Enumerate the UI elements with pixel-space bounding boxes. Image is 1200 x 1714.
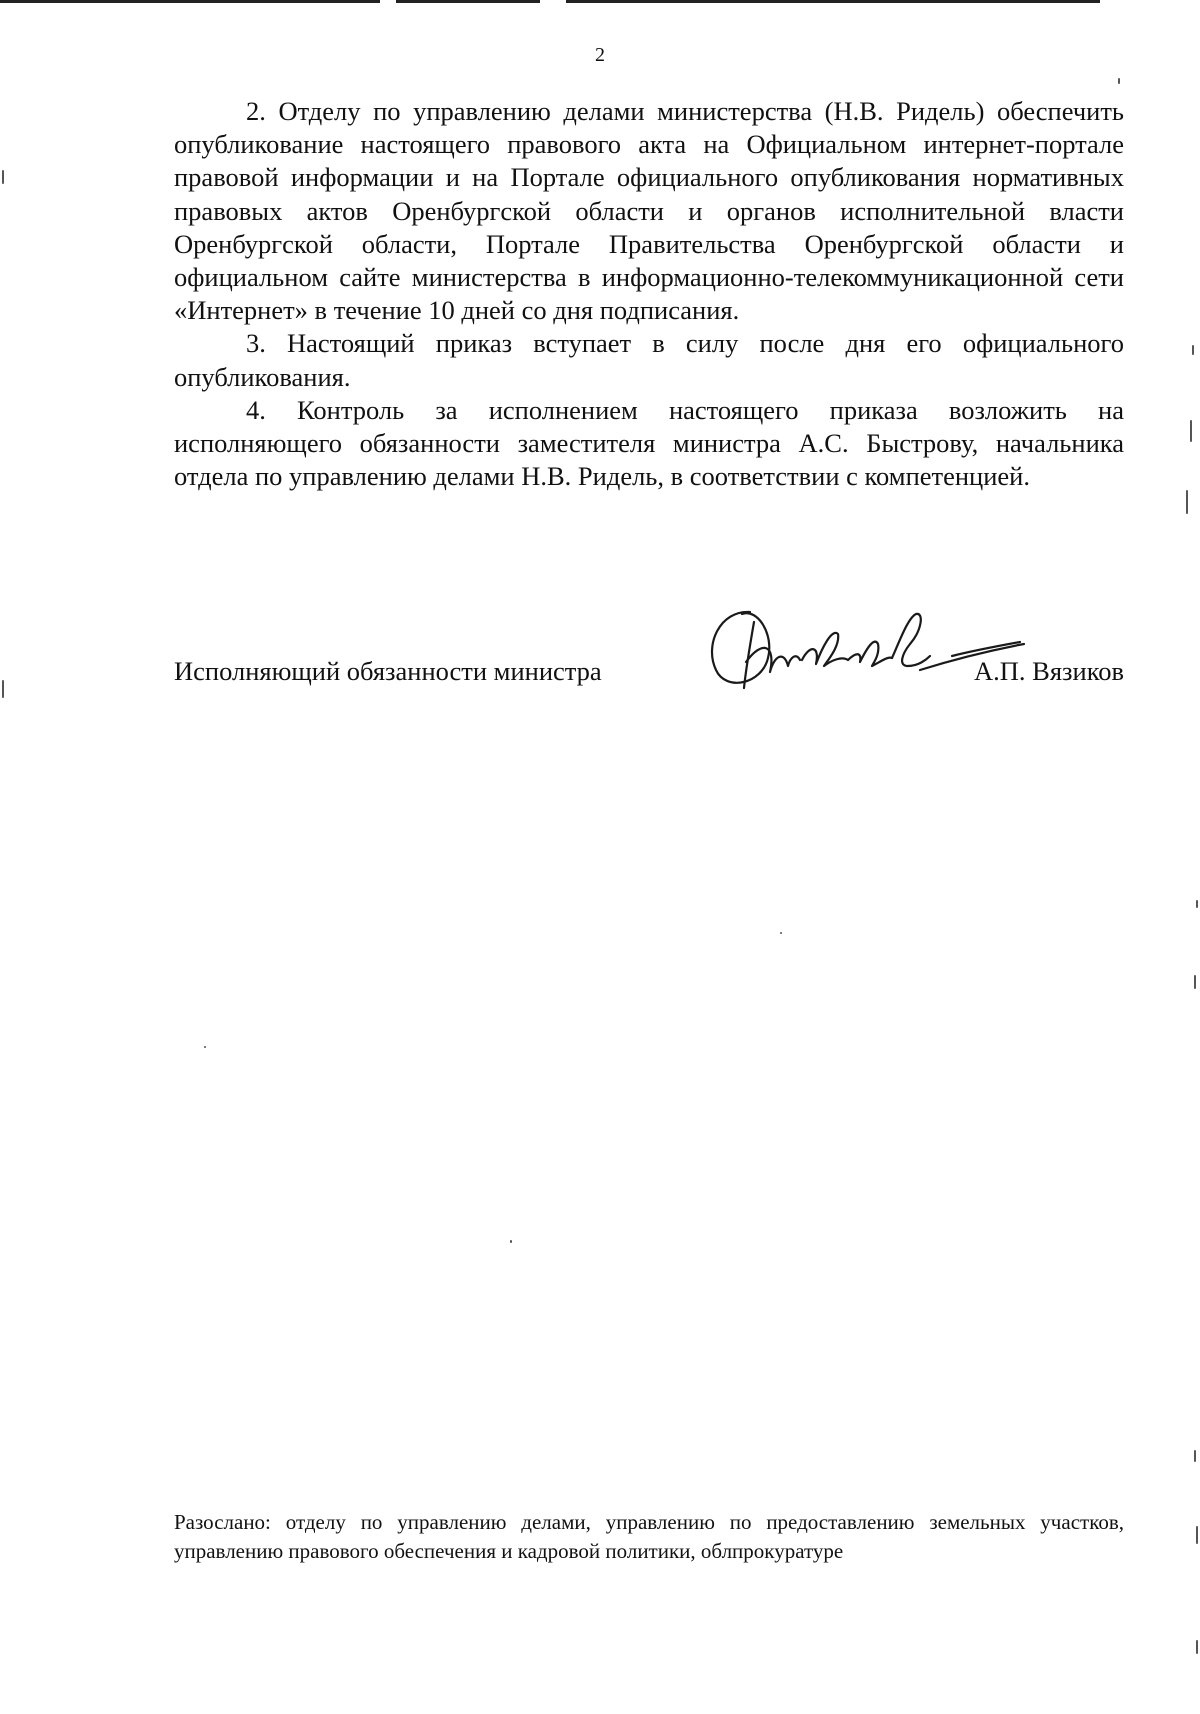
scan-speck bbox=[1194, 1450, 1196, 1462]
scan-speck bbox=[510, 1240, 512, 1243]
scan-speck bbox=[2, 680, 4, 698]
scan-speck bbox=[1194, 975, 1196, 989]
page-number: 2 bbox=[595, 44, 605, 66]
signatory-title: Исполняющий обязанности министра bbox=[174, 656, 602, 686]
paragraph-4: 4. Контроль за исполнением настоящего приказа возложить на исполняющего обязанности заместителя министра А.С. Быстрову, начальника отдела по управлению делами Н.В. Ридель, в соответствии с компетенцией. bbox=[174, 394, 1124, 492]
scan-speck bbox=[1196, 900, 1198, 908]
scan-speck bbox=[1186, 490, 1188, 514]
scan-speck bbox=[1192, 345, 1194, 355]
paragraph-3: 3. Настоящий приказ вступает в силу после дня его официального опубликования. bbox=[174, 328, 1124, 392]
document-body bbox=[174, 95, 1124, 493]
scan-speck bbox=[204, 1046, 206, 1048]
paragraph-2: 2. Отделу по управлению делами министерства (Н.В. Ридель) обеспечить опубликование настоящего правового акта на Официальном интернет-портале правовой информации и на Портале официального опубликования нормативных правовых актов Оренбургской области и органов исполнительной власти Оренбургской области, Портале Правительства Оренбургской области и официальном сайте министерства в информационно-телекоммуникационной сети «Интернет» в течение 10 дней со дня подписания. bbox=[174, 96, 1124, 326]
scan-speck bbox=[1196, 1526, 1198, 1544]
scan-speck bbox=[1118, 78, 1120, 84]
scan-speck bbox=[1196, 1640, 1198, 1654]
scan-speck bbox=[2, 170, 4, 184]
scan-speck bbox=[1190, 420, 1192, 442]
signature-block bbox=[174, 600, 1124, 700]
distribution-list: Разослано: отделу по управлению делами, управлению по предоставлению земельных участков, управлению правового обеспечения и кадровой политики, облпрокуратуре bbox=[174, 1510, 1124, 1563]
signatory-name: А.П. Вязиков bbox=[974, 656, 1124, 686]
scan-speck bbox=[780, 932, 782, 934]
